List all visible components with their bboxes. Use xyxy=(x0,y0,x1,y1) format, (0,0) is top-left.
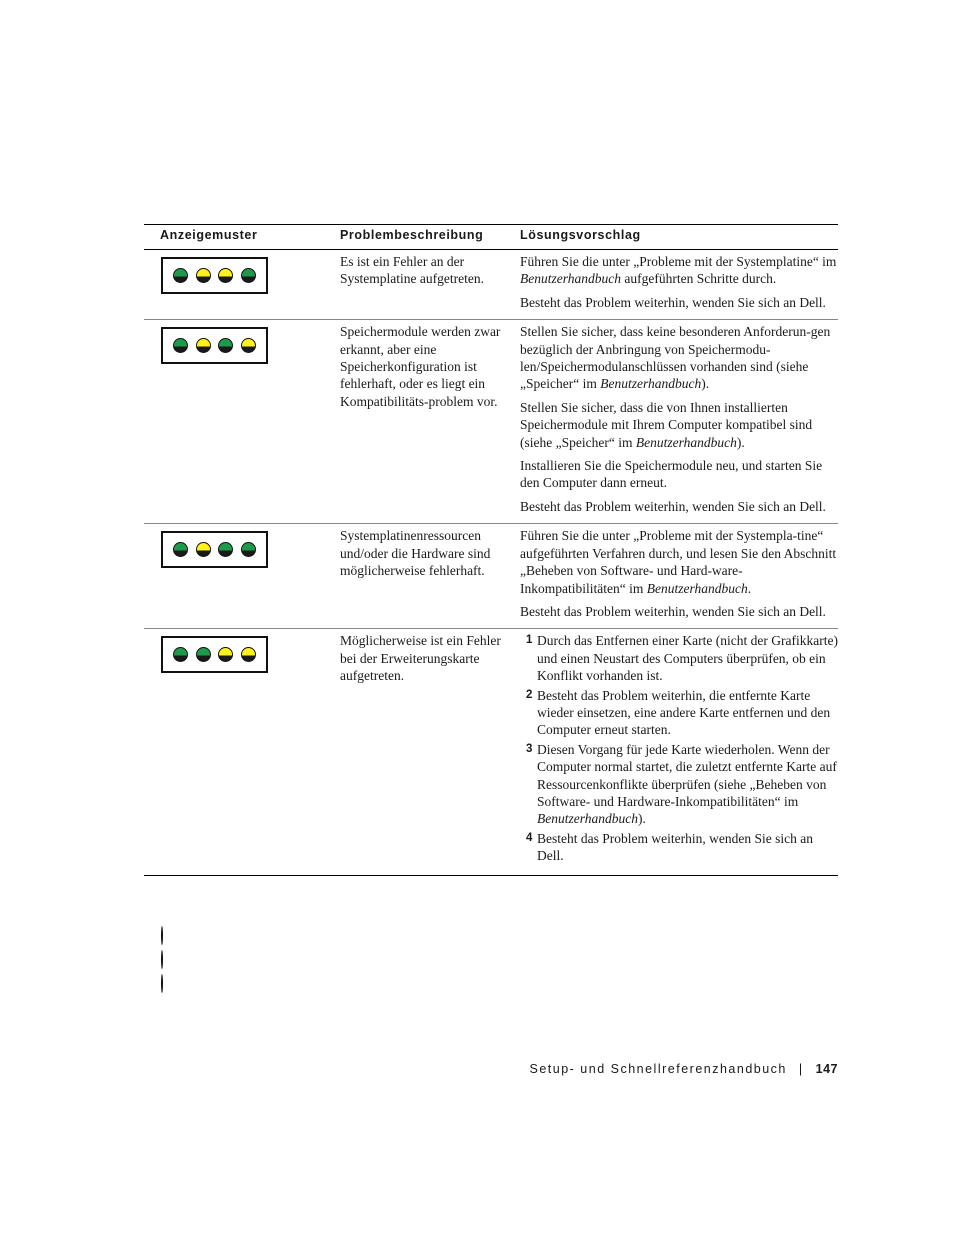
green-light-icon xyxy=(241,542,256,557)
step-text: Besteht das Problem weiterhin, die entfernte Karte wieder einsetzen, eine andere Karte entfernen und den Computer erneut starten. xyxy=(537,687,831,738)
solution-step xyxy=(520,687,838,739)
solution-paragraph: Besteht das Problem weiterhin, wenden Sie sich an Dell. xyxy=(520,603,826,619)
footer-separator: | xyxy=(798,1062,804,1076)
solution-step xyxy=(520,632,838,684)
indicator-pattern-cell xyxy=(161,257,268,294)
yellow-light-icon xyxy=(241,647,256,662)
step-text: Diesen Vorgang für jede Karte wiederholen. Wenn der Computer normal startet, die zuletzt entfernte Karte auf Ressourcenkonflikte überprüfen (siehe „Beheben von Software- und Hardware-Inkompatibilitäten“ im Benutzerhandbuch). xyxy=(537,741,837,827)
problem-description: Möglicherweise ist ein Fehler bei der Erweiterungskarte aufgetreten. xyxy=(340,633,501,684)
footer-title: Setup- und Schnellreferenzhandbuch xyxy=(529,1062,787,1076)
yellow-light-icon xyxy=(241,338,256,353)
step-number: 4 xyxy=(526,831,533,844)
problem-description: Es ist ein Fehler an der Systemplatine aufgetreten. xyxy=(340,254,484,287)
green-light-icon xyxy=(173,647,188,662)
page-footer xyxy=(529,1062,838,1076)
header-indicator-pattern: Anzeigemuster xyxy=(160,228,258,242)
yellow-light-icon xyxy=(196,542,211,557)
table-row xyxy=(144,629,838,874)
yellow-light-icon xyxy=(218,647,233,662)
solution-paragraph: Führen Sie die unter „Probleme mit der Systemplatine“ im Benutzerhandbuch aufgeführten Schritte durch. xyxy=(520,254,837,287)
solution-paragraph: Stellen Sie sicher, dass keine besonderen Anforderun-gen bezüglich der Anbringung von Speichermodu-len/Speichermodulanschlüssen vorhanden sind (siehe „Speicher“ im Benutzerhandbuch). xyxy=(520,324,831,392)
legend-item xyxy=(161,951,163,966)
solution-paragraph: Führen Sie die unter „Probleme mit der Systempla-tine“ aufgeführten Verfahren durch, und lesen Sie den Abschnitt „Beheben von Software- und Hard-ware-Inkompatibilitäten“ im Benutzerhandbuch. xyxy=(520,528,837,596)
solution-cell xyxy=(520,524,838,620)
step-text: Besteht das Problem weiterhin, wenden Sie sich an Dell. xyxy=(537,830,813,864)
green-light-icon xyxy=(173,338,188,353)
solution-paragraph: Besteht das Problem weiterhin, wenden Sie sich an Dell. xyxy=(520,498,826,514)
off-light-icon xyxy=(161,974,163,993)
step-number: 1 xyxy=(526,634,533,647)
yellow-light-icon xyxy=(196,268,211,283)
problem-description: Systemplatinenressourcen und/oder die Hardware sind möglicherweise fehlerhaft. xyxy=(340,528,491,579)
step-number: 3 xyxy=(526,742,533,755)
solution-step xyxy=(520,830,838,865)
diagnostic-light-panel xyxy=(161,257,268,294)
table-row xyxy=(144,524,838,620)
diagnostic-light-panel xyxy=(161,327,268,364)
diagnostic-table xyxy=(144,224,838,876)
diagnostic-light-panel xyxy=(161,636,268,673)
yellow-light-icon xyxy=(218,268,233,283)
green-light-icon xyxy=(173,542,188,557)
solution-paragraph: Stellen Sie sicher, dass die von Ihnen installierten Speichermodule mit Ihrem Computer kompatibel sind (siehe „Speicher“ im Benutzerhandbuch). xyxy=(520,399,813,450)
page-number: 147 xyxy=(815,1062,838,1076)
green-light-icon xyxy=(218,542,233,557)
table-header xyxy=(144,225,838,249)
indicator-pattern-cell xyxy=(161,531,268,568)
solution-steps xyxy=(520,632,838,874)
indicator-pattern-cell xyxy=(161,327,268,364)
solution-paragraph: Installieren Sie die Speichermodule neu, und starten Sie den Computer dann erneut. xyxy=(520,458,823,491)
solution-cell xyxy=(520,250,838,311)
indicator-pattern-cell xyxy=(161,636,268,673)
header-problem-description: Problembeschreibung xyxy=(340,228,484,242)
header-solution: Lösungsvorschlag xyxy=(520,228,641,242)
green-light-icon xyxy=(241,268,256,283)
legend-item xyxy=(161,975,163,990)
solution-cell xyxy=(520,320,838,515)
step-number: 2 xyxy=(526,688,533,701)
yellow-light-icon xyxy=(161,926,163,945)
green-light-icon xyxy=(161,950,163,969)
diagnostic-light-panel xyxy=(161,531,268,568)
step-text: Durch das Entfernen einer Karte (nicht der Grafikkarte) und einen Neustart des Computers überprüfen, ob ein Konflikt vorhanden ist. xyxy=(537,633,838,684)
solution-cell xyxy=(520,629,838,874)
solution-paragraph: Besteht das Problem weiterhin, wenden Sie sich an Dell. xyxy=(520,294,826,310)
row-divider xyxy=(144,875,838,876)
green-light-icon xyxy=(218,338,233,353)
table-body xyxy=(144,250,838,876)
yellow-light-icon xyxy=(196,338,211,353)
green-light-icon xyxy=(173,268,188,283)
table-row xyxy=(144,250,838,311)
problem-description: Speichermodule werden zwar erkannt, aber eine Speicherkonfiguration ist fehlerhaft, oder es liegt ein Kompatibilitäts-problem vor. xyxy=(340,324,501,409)
table-row xyxy=(144,320,838,515)
green-light-icon xyxy=(196,647,211,662)
solution-step xyxy=(520,741,838,828)
led-legend xyxy=(161,927,163,999)
legend-item xyxy=(161,927,163,942)
